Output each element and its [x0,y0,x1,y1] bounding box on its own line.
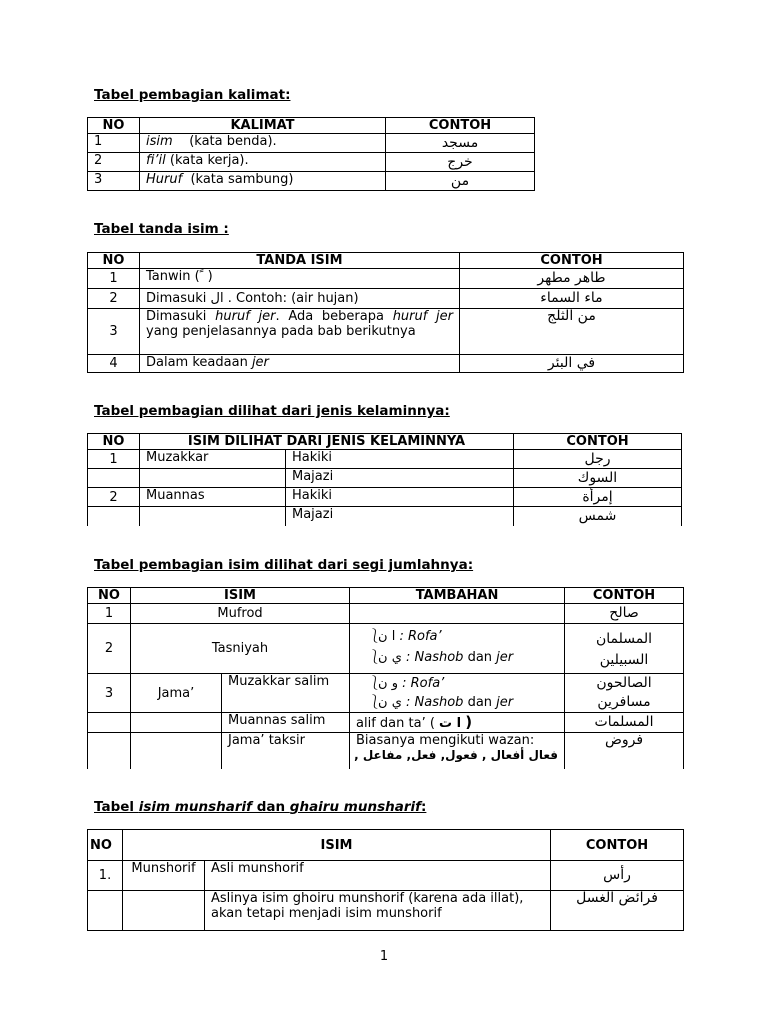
table4-heading: Tabel pembagian isim dilihat dari segi jumlahnya: [94,557,474,573]
row-kalimat: isim (kata benda). [140,134,386,153]
row-no: 1 [88,269,140,289]
row-contoh: إمرأة [514,488,682,507]
row-no [88,713,131,733]
row-sub: Majazi [286,469,514,488]
table-row [88,450,682,469]
row-no: 2 [88,624,131,674]
row-tanda: Dalam keadaan jer [140,355,460,373]
row-contoh: فروض [565,733,684,769]
col-header-contoh: CONTOH [551,830,684,861]
row-tambahan: Biasanya mengikuti wazan: فعال أفعال , فعول, فعل, مفاعل , [350,733,565,769]
row-no [88,891,123,931]
row-isim [131,713,222,733]
row-jenis: Munshorif [123,861,205,891]
row-contoh: من الثلج [460,309,684,355]
row-isim: Asli munshorif [205,861,551,891]
row-sub: Jama’ taksir [222,733,350,769]
row-jenis [140,469,286,488]
row-sub: Majazi [286,507,514,526]
row-contoh: ماء السماء [460,289,684,309]
row-sub: Muannas salim [222,713,350,733]
row-sub: Hakiki [286,488,514,507]
col-header-no: NO [88,118,140,134]
col-header-kalimat: KALIMAT [140,118,386,134]
row-contoh: من [386,172,535,191]
row-no: 3 [88,172,140,191]
row-jenis: Muzakkar [140,450,286,469]
table-row [88,153,535,172]
table5-heading: Tabel isim munsharif dan ghairu munsharif: [94,799,427,815]
row-no: 1 [88,450,140,469]
row-contoh: الصالحون مسافرين [565,674,684,713]
row-contoh: شمس [514,507,682,526]
table-munsharif [87,829,684,931]
row-contoh: طاهر مطهر [460,269,684,289]
row-no [88,469,140,488]
row-sub: Hakiki [286,450,514,469]
row-tambahan: ⎱و ن : Rofa’ ⎱ي ن : Nashob dan jer [350,674,565,713]
table-row [88,355,684,373]
table-pembagian-kalimat [87,117,535,191]
row-no: 3 [88,674,131,713]
row-contoh: المسلمان السبيلين [565,624,684,674]
row-no [88,733,131,769]
col-header-isim: ISIM [123,830,551,861]
row-contoh: المسلمات [565,713,684,733]
row-tambahan: alif dan ta’ ( ا ت ) [350,713,565,733]
row-no: 2 [88,289,140,309]
row-contoh: السوك [514,469,682,488]
table1-heading: Tabel pembagian kalimat: [94,87,291,103]
col-header-no: NO [88,434,140,450]
row-isim: Mufrod [131,604,350,624]
row-tanda: Dimasuki huruf jer. Ada beberapa huruf jer yang penjelasannya pada bab berikutnya [140,309,460,355]
row-no: 1. [88,861,123,891]
col-header-tambahan: TAMBAHAN [350,588,565,604]
page-number: 1 [379,949,389,964]
table-row [88,674,684,713]
row-contoh: خرج [386,153,535,172]
col-header-contoh: CONTOH [514,434,682,450]
col-header-no: NO [88,830,123,861]
row-tambahan [350,604,565,624]
table2-heading: Tabel tanda isim : [94,221,229,237]
table-row [88,488,682,507]
table-row [88,604,684,624]
table-row [88,469,682,488]
row-no: 1 [88,134,140,153]
table-jenis-kelamin [87,433,682,526]
row-sub: Muzakkar salim [222,674,350,713]
col-header-isim: ISIM [131,588,350,604]
table-row [88,269,684,289]
row-isim [131,733,222,769]
table-row [88,134,535,153]
row-kalimat: fi’il (kata kerja). [140,153,386,172]
row-isim: Tasniyah [131,624,350,674]
row-isim: Jama’ [131,674,222,713]
table-row [88,624,684,674]
table-row [88,713,684,733]
row-contoh: مسجد [386,134,535,153]
row-isim: Aslinya isim ghoiru munshorif (karena ada illat), akan tetapi menjadi isim munshorif [205,891,551,931]
table-row [88,507,682,526]
row-contoh: صالح [565,604,684,624]
table3-heading: Tabel pembagian dilihat dari jenis kelaminnya: [94,403,450,419]
row-tanda: Dimasuki ال . Contoh: (air hujan) [140,289,460,309]
row-contoh: رجل [514,450,682,469]
row-no [88,507,140,526]
col-header-contoh: CONTOH [386,118,535,134]
row-no: 3 [88,309,140,355]
row-jenis [140,507,286,526]
row-no: 4 [88,355,140,373]
table-row [88,289,684,309]
col-header-tanda-isim: TANDA ISIM [140,253,460,269]
row-no: 2 [88,153,140,172]
row-tambahan: ⎱ا ن : Rofa’ ⎱ي ن : Nashob dan jer [350,624,565,674]
col-header-contoh: CONTOH [460,253,684,269]
table-tanda-isim [87,252,684,373]
row-contoh: فرائض الغسل [551,891,684,931]
row-contoh: رأس [551,861,684,891]
row-no: 1 [88,604,131,624]
row-contoh: في البئر [460,355,684,373]
col-header-no: NO [88,253,140,269]
col-header-contoh: CONTOH [565,588,684,604]
col-header-isim: ISIM DILIHAT DARI JENIS KELAMINNYA [140,434,514,450]
table-row [88,309,684,355]
row-jenis: Muannas [140,488,286,507]
table-row [88,891,684,931]
row-no: 2 [88,488,140,507]
row-kalimat: Huruf (kata sambung) [140,172,386,191]
col-header-no: NO [88,588,131,604]
row-jenis [123,891,205,931]
row-tanda: Tanwin ( ً ) [140,269,460,289]
table-row [88,861,684,891]
table-row [88,733,684,769]
table-segi-jumlah [87,587,684,769]
table-row [88,172,535,191]
